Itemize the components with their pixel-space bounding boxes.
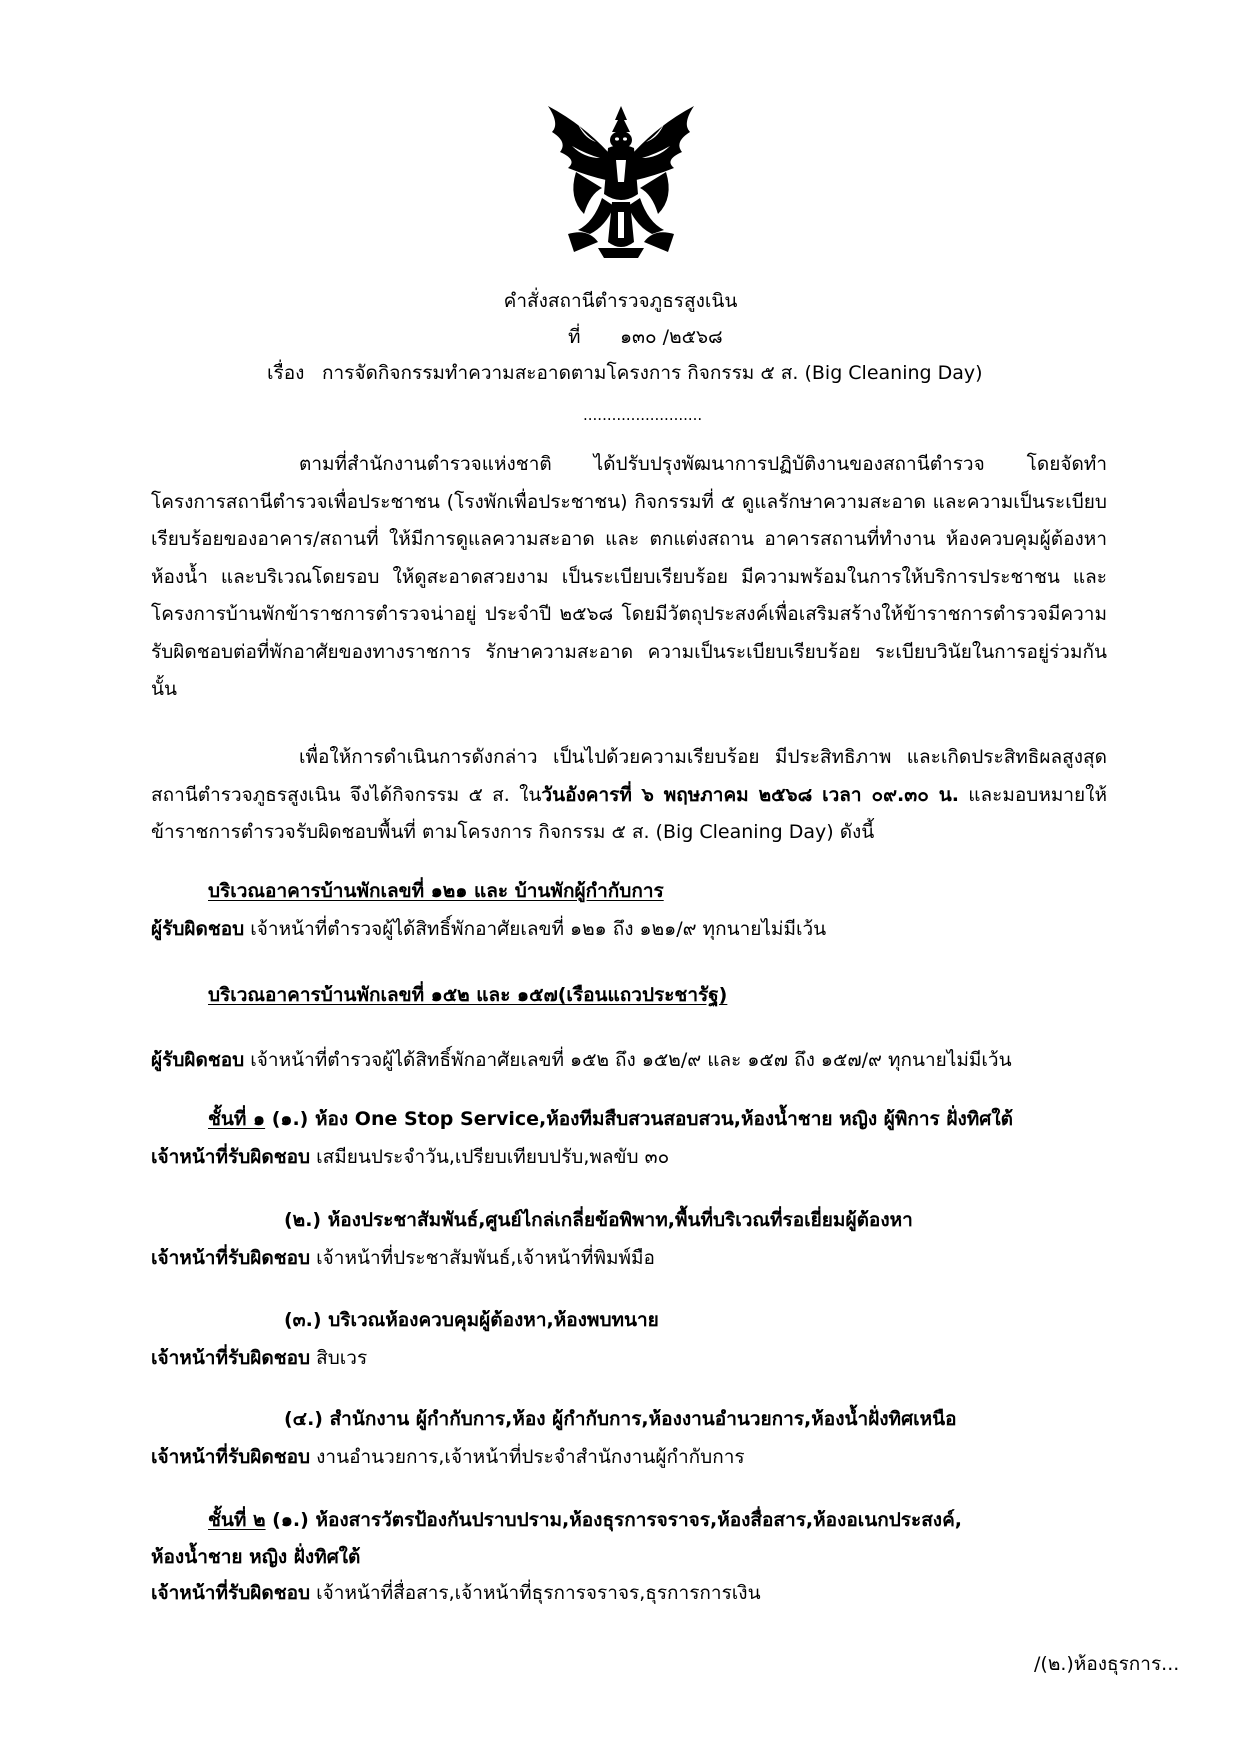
purpose-text-end: และมอบหมายให้ข้าราชการตำรวจรับผิดชอบพื้นที่ ตามโครงการ กิจกรรม ๕ ส. (Big Cleaning Day) ดังนี้ [151, 783, 1107, 843]
responsible-text: เจ้าหน้าที่สื่อสาร,เจ้าหน้าที่ธุรการจราจร,ธุรการการเงิน [310, 1582, 761, 1604]
area-responsible [151, 1045, 1012, 1075]
event-datetime: วันอังคารที่ ๖ พฤษภาคม ๒๕๖๘ เวลา ๐๙.๓๐ น. [541, 783, 959, 806]
room-responsible [151, 1578, 761, 1608]
responsible-text: เจ้าหน้าที่ประชาสัมพันธ์,เจ้าหน้าที่พิมพ์มือ [310, 1247, 655, 1269]
garuda-emblem [538, 102, 704, 260]
order-title: คำสั่งสถานีตำรวจภูธรสูงเนิน [503, 290, 738, 312]
subject-label: เรื่อง [267, 362, 305, 384]
paragraph-background: ตามที่สำนักงานตำรวจแห่งชาติ ได้ปรับปรุงพัฒนาการปฏิบัติงานของสถานีตำรวจ โดยจัดทำโครงการสถานีตำรวจเพื่อประชาชน (โรงพักเพื่อประชาชน) กิจกรรมที่ ๕ ดูแลรักษาความสะอาด และความเป็นระเบียบเรียบร้อยของอาคาร/สถานที่ ให้มีการดูแลความสะอาด และ ตกแต่งสถาน อาคารสถานที่ทำงาน ห้องควบคุมผู้ต้องหา ห้องน้ำ และบริเวณโดยรอบ ให้ดูสะอาดสวยงาม เป็นระเบียบเรียบร้อย มีความพร้อมในการให้บริการประชาชน และโครงการบ้านพักข้าราชการตำรวจน่าอยู่ ประจำปี ๒๕๖๘ โดยมีวัตถุประสงค์เพื่อเสริมสร้างให้ข้าราชการตำรวจมีความรับผิดชอบต่อที่พักอาศัยของทางราชการ รักษาความสะอาด ความเป็นระเบียบเรียบร้อย ระเบียบวินัยในการอยู่ร่วมกัน นั้น [151, 453, 1107, 700]
number-label: ที่ [568, 326, 581, 348]
responsible-text: งานอำนวยการ,เจ้าหน้าที่ประจำสำนักงานผู้กำกับการ [310, 1446, 745, 1468]
room-responsible [151, 1343, 367, 1373]
room-title: (๓.) บริเวณห้องควบคุมผู้ต้องหา,ห้องพบทนาย [284, 1309, 659, 1331]
responsible-text: เจ้าหน้าที่ตำรวจผู้ได้สิทธิ์พักอาศัยเลขที่ ๑๒๑ ถึง ๑๒๑/๙ ทุกนายไม่มีเว้น [244, 918, 827, 940]
responsible-label: ผู้รับผิดชอบ [151, 918, 245, 940]
responsible-text: เจ้าหน้าที่ตำรวจผู้ได้สิทธิ์พักอาศัยเลขที่ ๑๕๒ ถึง ๑๕๒/๙ และ ๑๕๗ ถึง ๑๕๗/๙ ทุกนายไม่มีเว้น [244, 1049, 1012, 1071]
room-responsible [151, 1142, 669, 1172]
room-title: (๔.) สำนักงาน ผู้กำกับการ,ห้อง ผู้กำกับการ,ห้องงานอำนวยการ,ห้องน้ำฝั่งทิศเหนือ [284, 1408, 957, 1430]
page-continuation: /(๒.)ห้องธุรการ... [1034, 1653, 1180, 1675]
floor2-item-1 [208, 1505, 962, 1535]
floor1-item-1 [208, 1104, 1013, 1134]
responsible-label: เจ้าหน้าที่รับผิดชอบ [151, 1582, 311, 1604]
room-title: (๑.) ห้องสารวัตรป้องกันปราบปราม,ห้องธุรการจราจร,ห้องสื่อสาร,ห้องอเนกประสงค์, [265, 1509, 962, 1531]
area-responsible [151, 914, 826, 944]
responsible-label: เจ้าหน้าที่รับผิดชอบ [151, 1247, 311, 1269]
room-title: (๒.) ห้องประชาสัมพันธ์,ศูนย์ไกล่เกลี่ยข้อพิพาท,พื้นที่บริเวณที่รอเยี่ยมผู้ต้องหา [284, 1209, 913, 1231]
subject-text: การจัดกิจกรรมทำความสะอาดตามโครงการ กิจกรรม ๕ ส. (Big Cleaning Day) [322, 362, 983, 384]
responsible-label: ผู้รับผิดชอบ [151, 1049, 245, 1071]
floor1-label: ชั้นที่ ๑ [208, 1108, 266, 1130]
floor2-label: ชั้นที่ ๒ [208, 1509, 266, 1531]
area-heading: บริเวณอาคารบ้านพักเลขที่ ๑๒๑ และ บ้านพักผู้กำกับการ [208, 880, 664, 902]
responsible-text: เสมียนประจำวัน,เปรียบเทียบปรับ,พลขับ ๓๐ [310, 1146, 670, 1168]
room-title-cont: ห้องน้ำชาย หญิง ฝั่งทิศใต้ [151, 1546, 361, 1568]
responsible-text: สิบเวร [310, 1347, 368, 1369]
room-responsible [151, 1442, 745, 1472]
paragraph-purpose [151, 739, 1107, 852]
area-heading: บริเวณอาคารบ้านพักเลขที่ ๑๕๒ และ ๑๕๗(เรือนแถวประชารัฐ) [208, 984, 728, 1006]
room-responsible [151, 1243, 655, 1273]
responsible-label: เจ้าหน้าที่รับผิดชอบ [151, 1146, 311, 1168]
room-title: (๑.) ห้อง One Stop Service,ห้องทีมสืบสวนสอบสวน,ห้องน้ำชาย หญิง ผู้พิการ ฝั่งทิศใต้ [271, 1108, 1013, 1130]
separator-dots: ......................... [583, 406, 703, 424]
purpose-text-start: เพื่อให้การดำเนินการดังกล่าว เป็นไปด้วยความเรียบร้อย มีประสิทธิภาพ และเกิดประสิทธิผลสูงสุด สถานีตำรวจภูธรสูงเนิน จึงได้กิจกรรม ๕ ส. ใน [151, 746, 1107, 806]
order-number: ๑๓๐ /๒๕๖๘ [620, 326, 723, 348]
responsible-label: เจ้าหน้าที่รับผิดชอบ [151, 1446, 311, 1468]
responsible-label: เจ้าหน้าที่รับผิดชอบ [151, 1347, 311, 1369]
